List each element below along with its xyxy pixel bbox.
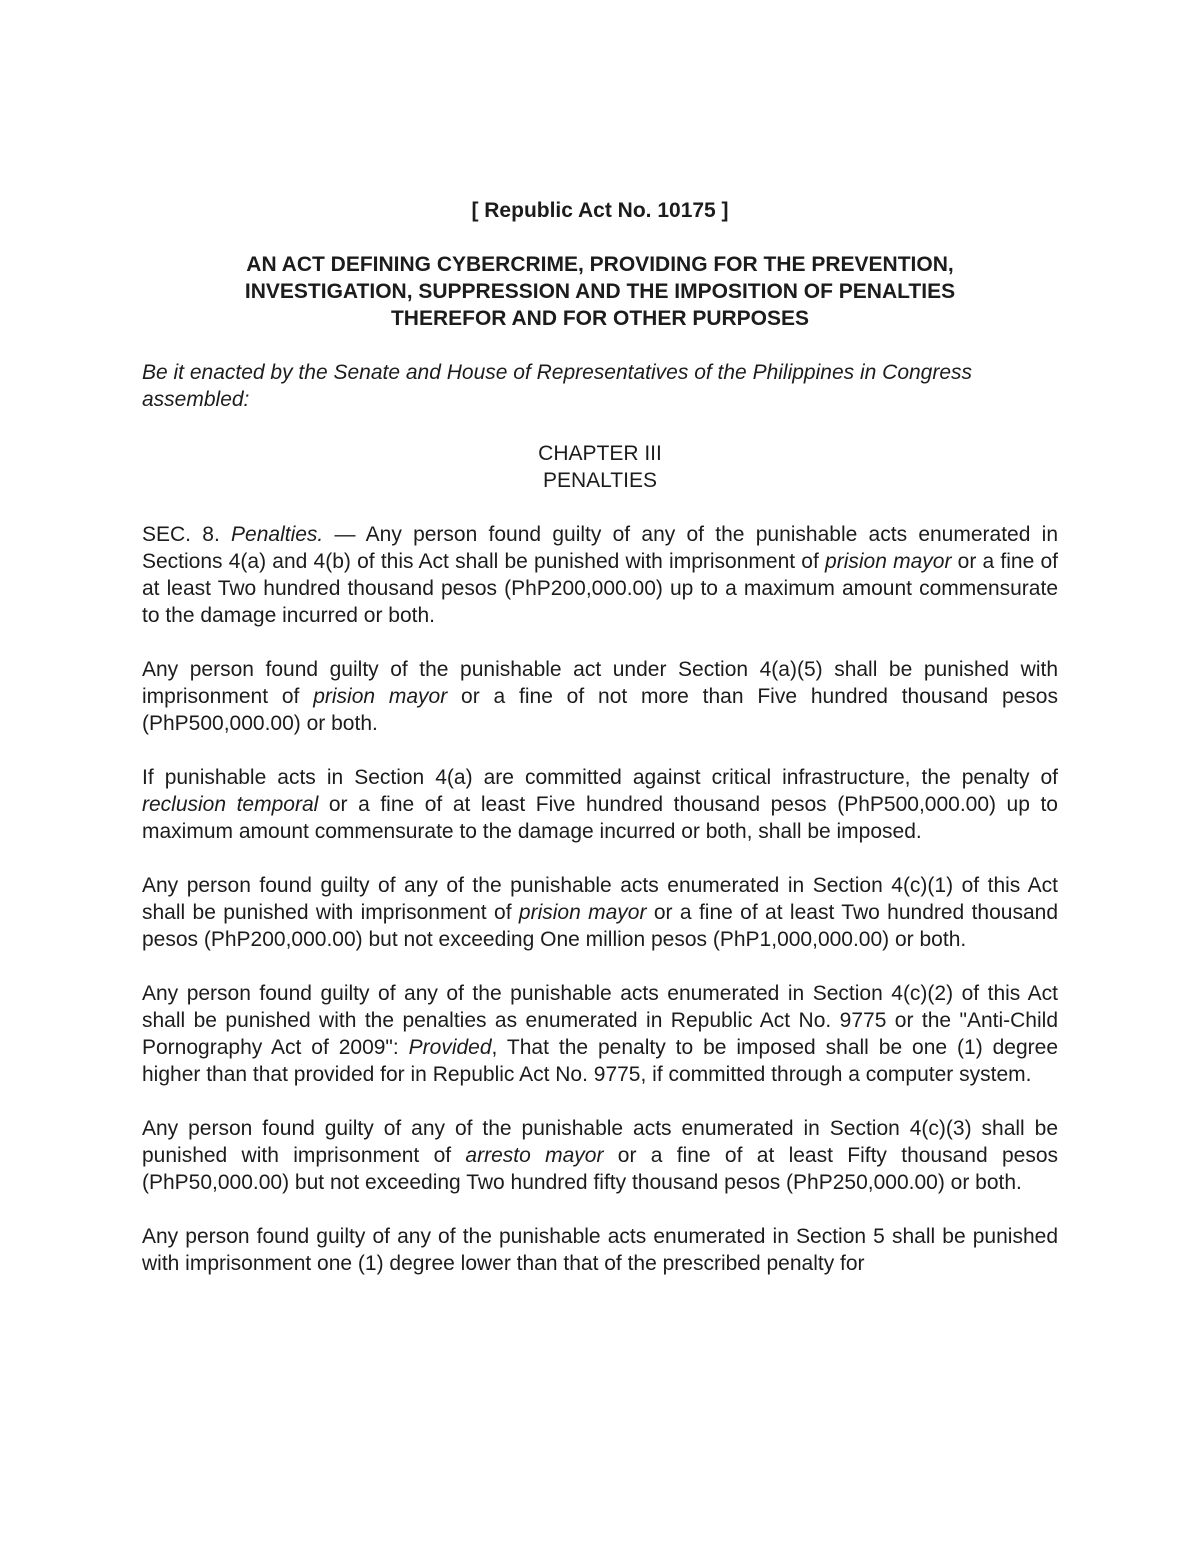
paragraph-text: , That the penalty to be imposed shall be one (1) degree higher than that provided for in Republic Act No. 9775, if committed through a computer system. [142, 1036, 1058, 1086]
section-heading: Penalties. [231, 523, 324, 546]
legal-term: prision mayor [518, 901, 647, 924]
paragraph-text: Any person found guilty of any of the punishable acts enumerated in Section 4(c)(2) of this Act shall be punished with the penalties as enumerated in Republic Act No. 9775 or the "Anti-Child Pornography Act of 2009": [142, 982, 1058, 1059]
paragraph-text: Any person found guilty of any of the punishable acts enumerated in Section 4(c)(3) shall be punished with imprisonment of [142, 1117, 1058, 1167]
paragraph-text: Any person found guilty of any of the punishable acts enumerated in Section 4(c)(1) of this Act shall be punished with imprisonment of [142, 874, 1058, 924]
penalty-paragraph [142, 980, 1058, 1088]
paragraph-text: Any person found guilty of any of the punishable acts enumerated in Section 5 shall be punished with imprisonment one (1) degree lower than that of the prescribed penalty for [142, 1225, 1058, 1275]
act-title-line: THEREFOR AND FOR OTHER PURPOSES [390, 307, 810, 330]
penalty-paragraph [142, 764, 1058, 845]
legal-term: arresto mayor [465, 1144, 604, 1167]
paragraph-text: or a fine of at least Fifty thousand pesos (PhP50,000.00) but not exceeding Two hundred fifty thousand pesos (PhP250,000.00) or both. [142, 1144, 1059, 1194]
paragraph-text: Any person found guilty of the punishable act under Section 4(a)(5) shall be punished with imprisonment of [142, 658, 1058, 708]
legal-term: reclusion temporal [142, 793, 319, 816]
paragraph-text: or a fine of at least Two hundred thousand pesos (PhP200,000.00) up to a maximum amount commensurate to the damage incurred or both. [142, 550, 1059, 627]
penalty-paragraph [142, 1223, 1058, 1277]
penalty-paragraph [142, 872, 1058, 953]
legal-term: Provided [408, 1036, 492, 1059]
section-8-paragraph [142, 521, 1058, 629]
enacting-clause: Be it enacted by the Senate and House of Representatives of the Philippines in Congress assembled: [142, 361, 973, 411]
act-number: [ Republic Act No. 10175 ] [471, 199, 729, 222]
paragraph-text: or a fine of at least Two hundred thousand pesos (PhP200,000.00) but not exceeding One million pesos (PhP1,000,000.00) or both. [142, 901, 1059, 951]
act-title-line: INVESTIGATION, SUPPRESSION AND THE IMPOSITION OF PENALTIES [244, 280, 956, 303]
chapter-name: PENALTIES [543, 469, 657, 492]
paragraph-text: or a fine of at least Five hundred thousand pesos (PhP500,000.00) up to maximum amount commensurate to the damage incurred or both, shall be imposed. [142, 793, 1058, 843]
paragraph-text: or a fine of not more than Five hundred thousand pesos (PhP500,000.00) or both. [142, 685, 1058, 735]
chapter-heading [142, 440, 1058, 494]
document-page [142, 197, 1058, 1277]
act-title [142, 251, 1058, 332]
act-title-line: AN ACT DEFINING CYBERCRIME, PROVIDING FOR THE PREVENTION, [246, 253, 954, 276]
penalty-paragraph [142, 1115, 1058, 1196]
legal-term: prision mayor [313, 685, 448, 708]
section-label: SEC. 8. [142, 523, 232, 546]
paragraph-text: If punishable acts in Section 4(a) are committed against critical infrastructure, the penalty of [142, 766, 1058, 789]
penalty-paragraph [142, 656, 1058, 737]
paragraph-text: — Any person found guilty of any of the punishable acts enumerated in Sections 4(a) and 4(b) of this Act shall be punished with imprisonment of [142, 523, 1058, 573]
legal-term: prision mayor [825, 550, 952, 573]
chapter-number: CHAPTER III [538, 442, 662, 465]
